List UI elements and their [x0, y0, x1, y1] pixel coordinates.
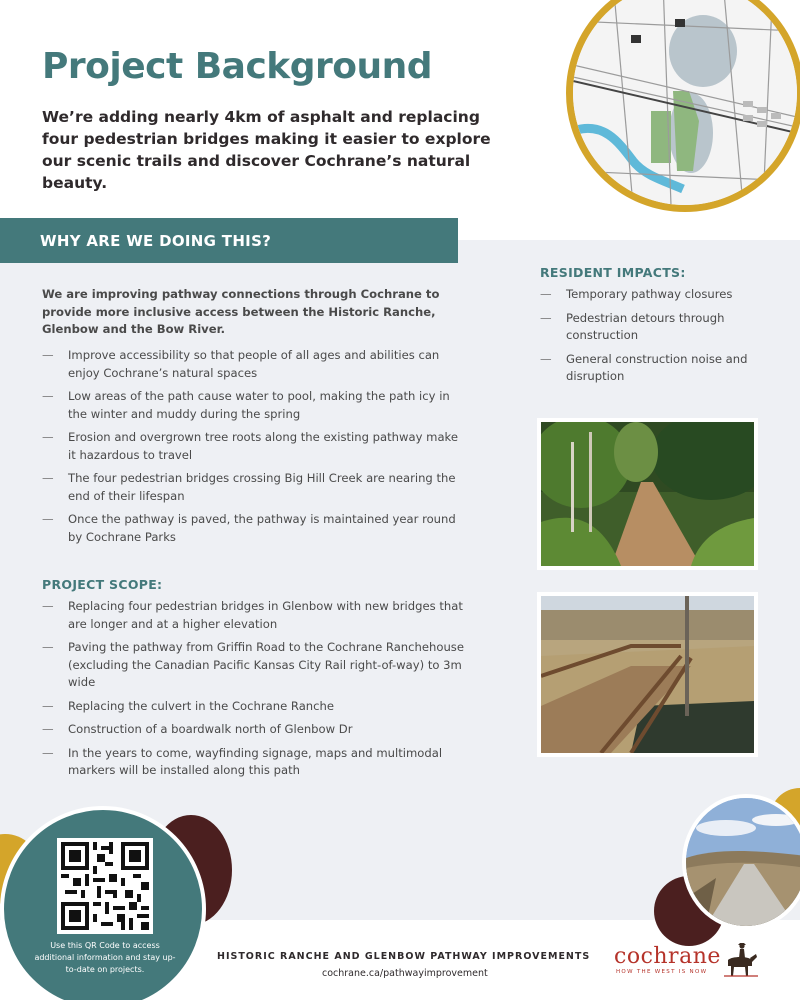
trail-photo — [537, 418, 758, 570]
why-banner — [0, 218, 458, 263]
cochrane-logo — [612, 944, 762, 980]
intro-text: We’re adding nearly 4km of asphalt and replacing four pedestrian bridges making it easier to explore our scenic trails and discover Cochrane’s natural beauty. — [42, 108, 491, 192]
list-item: — General construction noise and disruption — [540, 351, 750, 386]
list-item: — The four pedestrian bridges crossing Big Hill Creek are nearing the end of their lifespan — [42, 470, 464, 505]
why-lead-text: We are improving pathway connections through Cochrane to provide more inclusive access between the Historic Ranche, Glenbow and the Bow River. — [42, 287, 440, 336]
list-item: — In the years to come, wayfinding signage, maps and multimodal markers will be installed along this path — [42, 745, 464, 780]
list-item: — Paving the pathway from Griffin Road to the Cochrane Ranchehouse (excluding the Canadian Pacific Kansas City Rail right-of-way) to 3m wide — [42, 639, 464, 692]
list-item: — Erosion and overgrown tree roots along the existing pathway make it hazardous to travel — [42, 429, 464, 464]
gravel-road-photo — [682, 794, 800, 930]
horse-rider-icon — [724, 942, 758, 978]
list-item: — Once the pathway is paved, the pathway is maintained year round by Cochrane Parks — [42, 511, 464, 546]
scope-list — [42, 598, 464, 786]
why-list — [42, 347, 464, 552]
qr-caption: Use this QR Code to access additional information and stay up-to-date on projects. — [34, 941, 176, 974]
list-item: — Construction of a boardwalk north of Glenbow Dr — [42, 721, 464, 739]
list-item: — Improve accessibility so that people of all ages and abilities can enjoy Cochrane’s natural spaces — [42, 347, 464, 382]
scope-heading: PROJECT SCOPE: — [42, 577, 163, 592]
footer-title: HISTORIC RANCHE AND GLENBOW PATHWAY IMPROVEMENTS — [217, 951, 591, 962]
impacts-list — [540, 286, 750, 392]
logo-tagline: HOW THE WEST IS NOW — [616, 969, 708, 975]
page-title: Project Background — [42, 46, 433, 87]
list-item: — Replacing the culvert in the Cochrane Ranche — [42, 698, 464, 716]
qr-code[interactable] — [57, 838, 153, 934]
bridge-photo — [537, 592, 758, 757]
logo-wordmark: cochrane — [614, 944, 721, 969]
qr-panel — [0, 806, 206, 1000]
why-heading: WHY ARE WE DOING THIS? — [40, 232, 272, 250]
location-map — [566, 0, 800, 212]
impacts-heading: RESIDENT IMPACTS: — [540, 265, 686, 280]
list-item: — Pedestrian detours through construction — [540, 310, 750, 345]
footer-url[interactable]: cochrane.ca/pathwayimprovement — [322, 968, 488, 979]
list-item: — Low areas of the path cause water to pool, making the path icy in the winter and muddy during the spring — [42, 388, 464, 423]
list-item: — Replacing four pedestrian bridges in Glenbow with new bridges that are longer and at a higher elevation — [42, 598, 464, 633]
list-item: — Temporary pathway closures — [540, 286, 750, 304]
